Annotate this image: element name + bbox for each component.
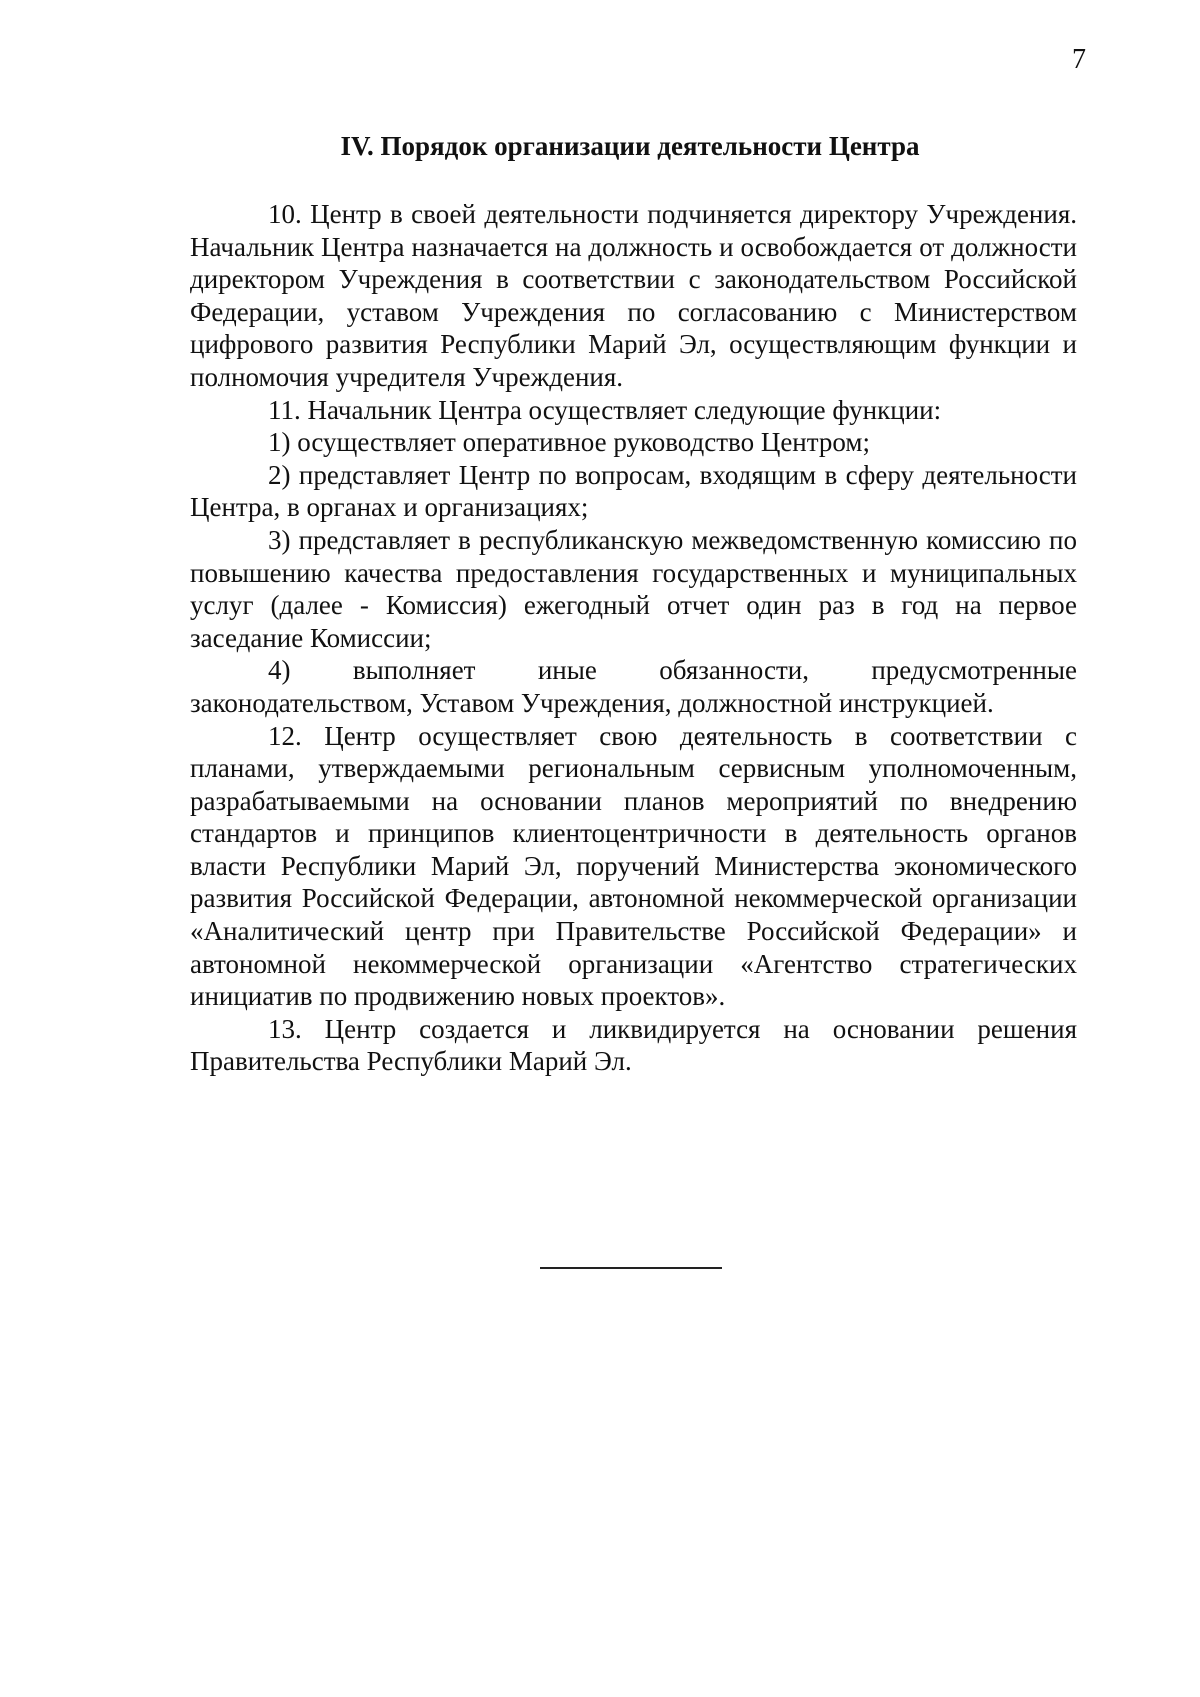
list-item-3: 3) представляет в республиканскую межведомственную комиссию по повышению качества предоставления государственных и муниципальных услуг (далее - Комиссия) ежегодный отчет один раз в год на первое заседание Комиссии; <box>190 524 1077 653</box>
list-item-1: 1) осуществляет оперативное руководство Центром; <box>268 427 870 458</box>
paragraph-13: 13. Центр создается и ликвидируется на основании решения Правительства Республики Марий Эл. <box>190 1013 1077 1077</box>
paragraph-12: 12. Центр осуществляет свою деятельность в соответствии с планами, утверждаемыми региональным сервисным уполномоченным, разрабатываемыми на основании планов мероприятий по внедрению стандартов и принципов клиентоцентричности в деятельность органов власти Республики Марий Эл, поручений Министерства экономического развития Российской Федерации, автономной некоммерческой организации «Аналитический центр при Правительстве Российской Федерации» и автономной некоммерческой организации «Агентство стратегических инициатив по продвижению новых проектов». <box>190 720 1077 1012</box>
document-body <box>190 198 1077 1078</box>
end-divider <box>540 1267 722 1269</box>
section-title: IV. Порядок организации деятельности Центра <box>340 131 920 161</box>
page-number: 7 <box>1072 44 1086 75</box>
paragraph-10: 10. Центр в своей деятельности подчиняется директору Учреждения. Начальник Центра назначается на должность и освобождается от должности директором Учреждения в соответствии с законодательством Российской Федерации, уставом Учреждения по согласованию с Министерством цифрового развития Республики Марий Эл, осуществляющим функции и полномочия учредителя Учреждения. <box>190 199 1077 392</box>
list-item-2: 2) представляет Центр по вопросам, входящим в сферу деятельности Центра, в органах и организациях; <box>190 459 1077 523</box>
list-item-4: 4) выполняет иные обязанности, предусмотренные законодательством, Уставом Учреждения, должностной инструкцией. <box>190 655 1077 718</box>
paragraph-11: 11. Начальник Центра осуществляет следующие функции: <box>268 394 942 425</box>
